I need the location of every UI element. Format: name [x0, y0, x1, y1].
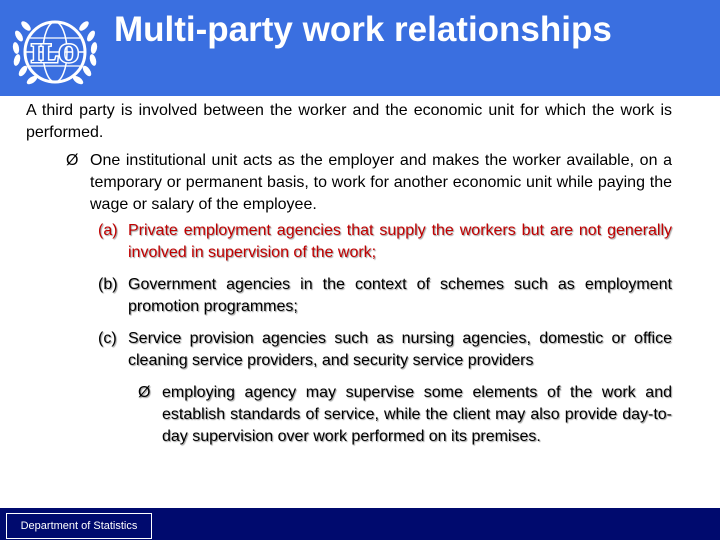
bullet-text: One institutional unit acts as the employer and makes the worker available, on a temporary or permanent basis, to work for another economic unit while paying the wage or salary of the employee. — [90, 152, 672, 213]
department-label: Department of Statistics — [6, 513, 152, 539]
sub-bullet-text: employing agency may supervise some elements of the work and establish standards of service, while the client may also provide day-to-day supervision over work performed on its premises. — [162, 384, 672, 445]
list-item-text: Service provision agencies such as nursing agencies, domestic or office cleaning service providers, and security service providers — [128, 330, 672, 369]
list-item-label: (b) — [98, 276, 118, 293]
slide-title: Multi-party work relationships — [114, 10, 612, 49]
list-item-label: (c) — [98, 330, 117, 347]
ilo-logo-text: ILO — [31, 39, 79, 68]
ilo-emblem-icon — [6, 6, 104, 94]
list-item-text: Government agencies in the context of schemes such as employment promotion programmes; — [128, 276, 672, 315]
intro-paragraph: A third party is involved between the worker and the economic unit for which the work is performed. — [26, 102, 672, 141]
slide-footer — [0, 508, 720, 540]
slide-header — [0, 0, 720, 96]
arrow-bullet-icon: Ø — [66, 152, 79, 169]
arrow-bullet-icon: Ø — [138, 384, 151, 401]
slide-body — [0, 96, 720, 508]
list-item-label: (a) — [98, 222, 118, 239]
list-item-text: Private employment agencies that supply the workers but are not generally involved in supervision of the work; — [128, 222, 672, 261]
